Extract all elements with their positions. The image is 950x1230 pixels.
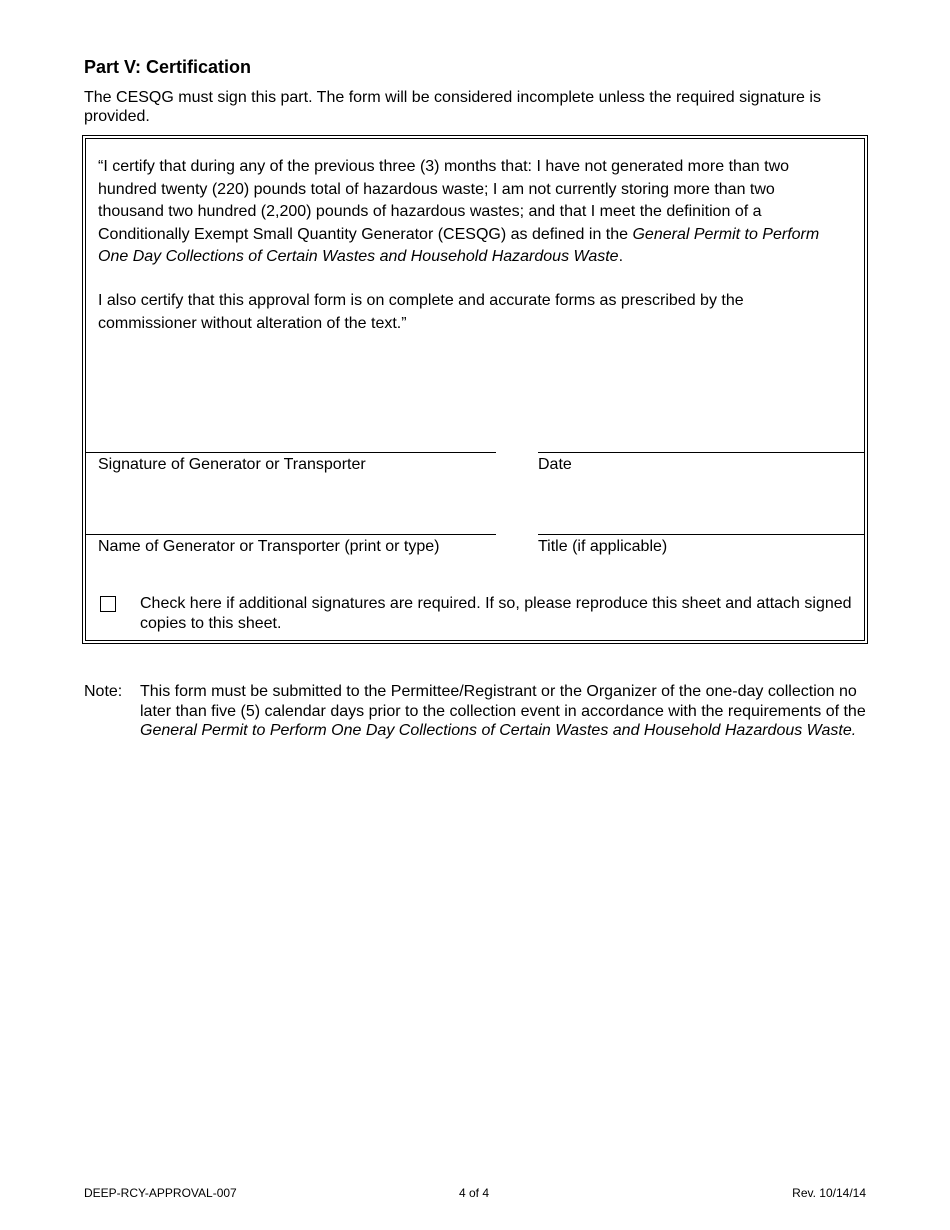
date-label: Date [538, 456, 572, 473]
additional-signatures-text: Check here if additional signatures are required. If so, please reproduce this sheet and attach signed copies to this sheet. [140, 595, 852, 632]
footer-page-number: 4 of 4 [459, 1186, 490, 1200]
signature-label: Signature of Generator or Transporter [98, 456, 366, 473]
certification-box [82, 135, 868, 644]
footer-revision: Rev. 10/14/14 [792, 1186, 866, 1200]
certification-statement-end: . [618, 248, 624, 265]
date-line[interactable] [538, 452, 864, 453]
signature-line[interactable] [86, 452, 496, 453]
note-text-body: This form must be submitted to the Permittee/Registrant or the Organizer of the one-day collection no later than five (5) calendar days prior to the collection event in accordance with the requirements of the [140, 683, 866, 720]
certification-statement-2: I also certify that this approval form is on complete and accurate forms as prescribed by the commissioner without alteration of the text.” [98, 292, 744, 332]
title-label: Title (if applicable) [538, 538, 668, 555]
note-text [140, 682, 870, 741]
section-intro: The CESQG must sign this part. The form will be considered incomplete unless the required signature is provided. [84, 89, 821, 125]
permit-title: General Permit to Perform One Day Collections of Certain Wastes and Household Hazardous Waste [98, 225, 820, 265]
name-label: Name of Generator or Transporter (print or type) [98, 538, 440, 555]
name-line[interactable] [86, 534, 496, 535]
note-label: Note: [84, 683, 123, 700]
title-line[interactable] [538, 534, 864, 535]
note-permit-title: General Permit to Perform One Day Collections of Certain Wastes and Household Hazardous Waste. [140, 722, 857, 739]
section-title: Part V: Certification [84, 57, 252, 77]
additional-signatures-checkbox[interactable] [100, 596, 116, 612]
footer-form-id: DEEP-RCY-APPROVAL-007 [84, 1186, 237, 1200]
certification-statement [98, 156, 840, 269]
certification-statement-text: “I certify that during any of the previous three (3) months that: I have not generated more than two hundred twenty (220) pounds total of hazardous waste; I am not currently storing more than two thousand two hundred (2,200) pounds of hazardous wastes; and that I meet the definition of a Conditionally Exempt Small Quantity Generator (CESQG) as defined in the [98, 158, 790, 243]
